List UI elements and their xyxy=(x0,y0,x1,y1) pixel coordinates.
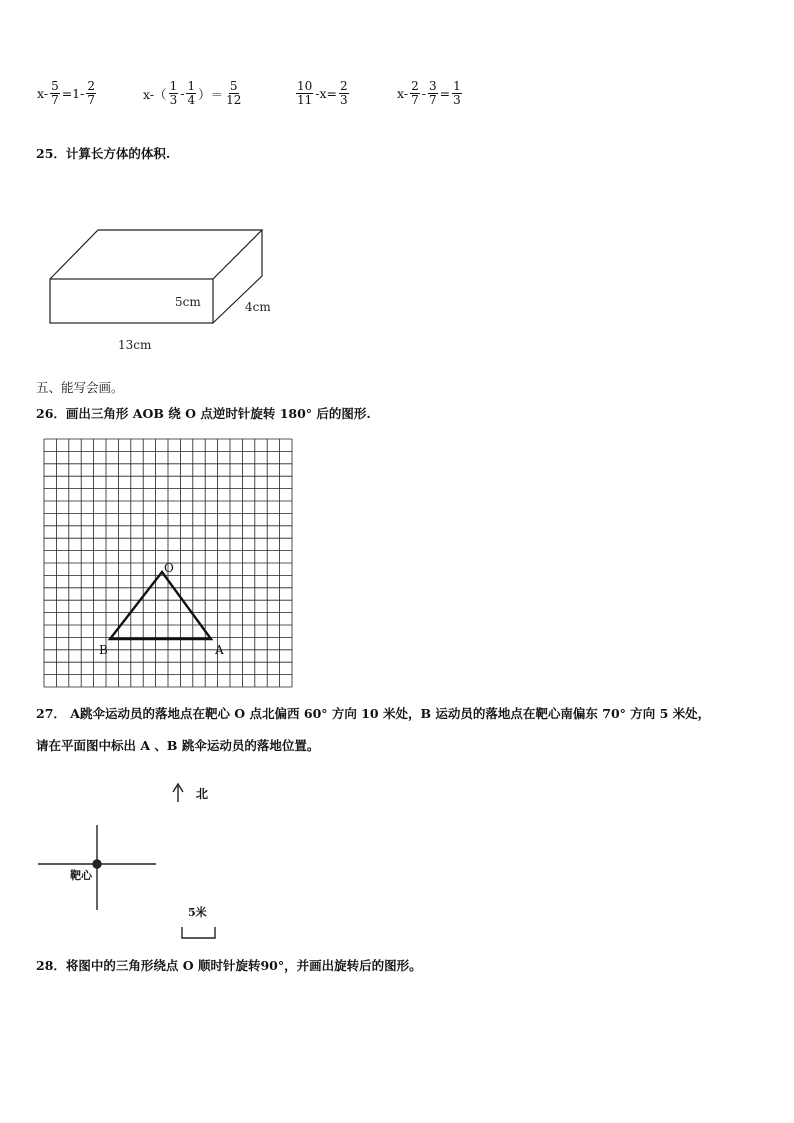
cuboid-depth-label: 4cm xyxy=(245,300,271,314)
q26-label: 26．画出三角形 AOB 绕 O 点逆时针旋转 180° 后的图形. xyxy=(36,406,371,421)
q27-line2: 请在平面图中标出 A 、B 跳伞运动员的落地位置。 xyxy=(36,738,320,753)
parachute-map xyxy=(30,780,270,950)
q25-label: 25．计算长方体的体积. xyxy=(36,146,171,161)
scale-bar xyxy=(182,927,215,938)
equation-3: $\frac{10}{11}$ -x= $\frac{2}{3}$ xyxy=(297,79,348,107)
north-label: 北 xyxy=(196,787,209,801)
q27-line1: 27． A跳伞运动员的落地点在靶心 O 点北偏西 60° 方向 10 米处，B 运动员的落地点在靶心南偏东 70° 方向 5 米处， xyxy=(36,706,711,721)
triangle-aob xyxy=(110,572,211,639)
target-center-dot xyxy=(93,860,101,868)
cuboid-top-face xyxy=(50,230,262,279)
cuboid-length-label: 13cm xyxy=(118,338,152,352)
equation-4: x- $\frac{2}{7}$ - $\frac{3}{7}$ = $\frac{1}{3}$ xyxy=(397,79,461,107)
scale-label: 5米 xyxy=(188,906,207,919)
point-a-label: A xyxy=(215,643,224,657)
point-o-label: O xyxy=(164,561,174,575)
equation-2: x-（ $\frac{1}{3}$ - $\frac{1}{4}$ ）＝ $\frac{5}{12}$ xyxy=(143,79,242,107)
cuboid-height-label: 5cm xyxy=(175,295,201,309)
target-center-label: 靶心 xyxy=(70,869,92,882)
rotation-grid xyxy=(40,435,300,695)
equation-1: x- $\frac{5}{7}$ =1- $\frac{2}{7}$ xyxy=(37,79,95,107)
section-5-title: 五、能写会画。 xyxy=(36,380,124,395)
q28-label: 28．将图中的三角形绕点 O 顺时针旋转90°，并画出旋转后的图形。 xyxy=(36,958,422,973)
point-b-label: B xyxy=(99,643,108,657)
cuboid-figure xyxy=(40,222,290,362)
